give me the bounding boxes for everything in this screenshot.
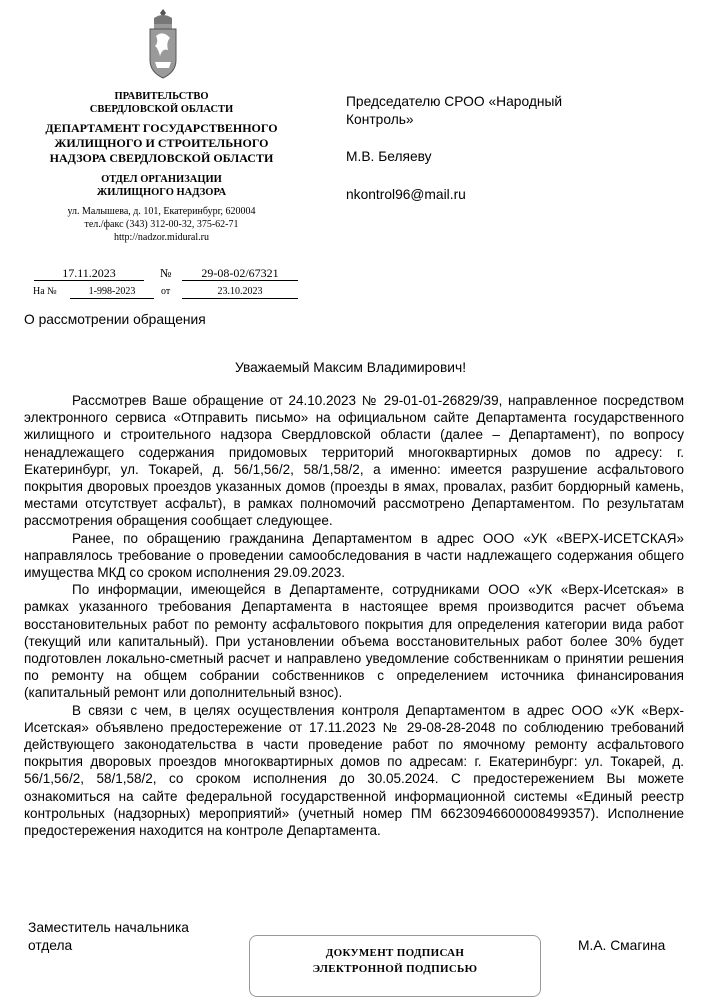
recipient-title-line1: Председателю СРОО «Народный	[346, 94, 563, 109]
subdepartment-line1: ОТДЕЛ ОРГАНИЗАЦИИ	[101, 174, 222, 185]
address-phone: тел./факс (343) 312-00-32, 375-62-71	[84, 219, 239, 230]
signer-position-line2: отдела	[28, 938, 73, 953]
stamp-line2: ЭЛЕКТРОННОЙ ПОДПИСЬЮ	[312, 963, 478, 975]
greeting: Уважаемый Максим Владимирович!	[234, 360, 467, 375]
reference-label: На №	[33, 286, 57, 297]
address-website: http://nadzor.midural.ru	[114, 232, 209, 243]
department-title-line3: НАДЗОРА СВЕРДЛОВСКОЙ ОБЛАСТИ	[49, 151, 274, 165]
department-title	[20, 121, 303, 166]
electronic-signature-stamp	[249, 935, 541, 997]
address-street: ул. Малышева, д. 101, Екатеринбург, 620004	[67, 206, 256, 217]
department-address	[20, 205, 303, 244]
subdepartment-line2: ЖИЛИЩНОГО НАДЗОРА	[96, 187, 227, 198]
stamp-line1: ДОКУМЕНТ ПОДПИСАН	[325, 947, 465, 959]
letter-body	[24, 392, 684, 839]
body-paragraph: В связи с чем, в целях осуществления контроля Департаментом в адрес ООО «УК «Верх-Исетская» объявлено предостережение от 17.11.2023 № 29-08-28-2048 по соблюдению требований действующего законодательства в части проведение работ по ямочному ремонту асфальтового покрытия дворовых проездов многоквартирных домов по адресам: г. Екатеринбург: ул. Токарей, д. 56/1,56/2, 58/1,58/2, со сроком исполнения до 30.05.2024. С предостережением Вы можете ознакомиться на сайте федеральной государственной информационной системы «Единый реестр контрольных (надзорных) мероприятий» (учетный номер ПМ 66230946600008499357). Исполнение предостережения находится на контроле Департамента.	[24, 702, 684, 839]
coat-of-arms-icon	[146, 8, 180, 80]
recipient-name: М.В. Беляеву	[346, 149, 432, 164]
registration-number: 29-08-02/67321	[182, 266, 298, 281]
body-paragraph: По информации, имеющейся в Департаменте, сотрудниками ООО «УК «Верх-Исетская» в рамках указанного требования Департамента в настоящее время производится расчет объема восстановительных работ по ремонту асфальтового покрытия для определения категории вида работ (текущий или капитальный). При установлении объема восстановительных работ более 30% будет подготовлен локально-сметный расчет и направлено уведомление собственникам о принятии решения по ремонту на общем собрании собственников с определением источника финансирования (капитальный ремонт или дополнительный взнос).	[24, 582, 684, 701]
signer-position-line1: Заместитель начальника	[28, 920, 189, 935]
registration-date: 17.11.2023	[34, 266, 144, 281]
reference-from-label: от	[161, 286, 171, 297]
recipient-title-line2: Контроль»	[346, 112, 414, 127]
body-paragraph: Рассмотрев Ваше обращение от 24.10.2023 № 29-01-01-26829/39, направленное посредством электронного сервиса «Отправить письмо» на официальном сайте Департамента государственного жилищного и строительного надзора Свердловской области (далее – Департамент), по вопросу ненадлежащего содержания придомовых территорий многоквартирных домов по адресу: г. Екатеринбург, ул. Токарей, д. 56/1,56/2, 58/1,58/2, а именно: имеется разрушение асфальтового покрытия дворовых проездов указанных домов (проезды в ямах, провалах, разбит бордюрный камень, местами отсутствует асфальт), в рамках полномочий рассмотрено Департаментом. По результатам рассмотрения обращения сообщает следующее.	[24, 393, 684, 529]
department-title-line1: ДЕПАРТАМЕНТ ГОСУДАРСТВЕННОГО	[45, 121, 278, 135]
subdepartment	[20, 173, 303, 199]
body-paragraph: Ранее, по обращению гражданина Департаментом в адрес ООО «УК «ВЕРХ-ИСЕТСКАЯ» направлялось требование о проведении самообследования в части надлежащего содержания общего имущества МКД со сроком исполнения 29.09.2023.	[24, 530, 684, 581]
reference-date: 23.10.2023	[182, 286, 298, 299]
signer-name: М.А. Смагина	[578, 938, 666, 953]
department-title-line2: ЖИЛИЩНОГО И СТРОИТЕЛЬНОГО	[54, 136, 269, 150]
letterhead	[20, 90, 303, 244]
reference-number: 1-998-2023	[70, 286, 154, 299]
recipient-email: nkontrol96@mail.ru	[346, 187, 466, 202]
stamp-text	[250, 945, 540, 977]
registration-number-label: №	[160, 266, 172, 280]
government-name-line1: ПРАВИТЕЛЬСТВО	[114, 91, 209, 102]
government-name-line2: СВЕРДЛОВСКОЙ ОБЛАСТИ	[89, 104, 234, 115]
signer-position	[28, 919, 228, 955]
letter-subject: О рассмотрении обращения	[24, 312, 206, 327]
recipient	[346, 93, 646, 204]
